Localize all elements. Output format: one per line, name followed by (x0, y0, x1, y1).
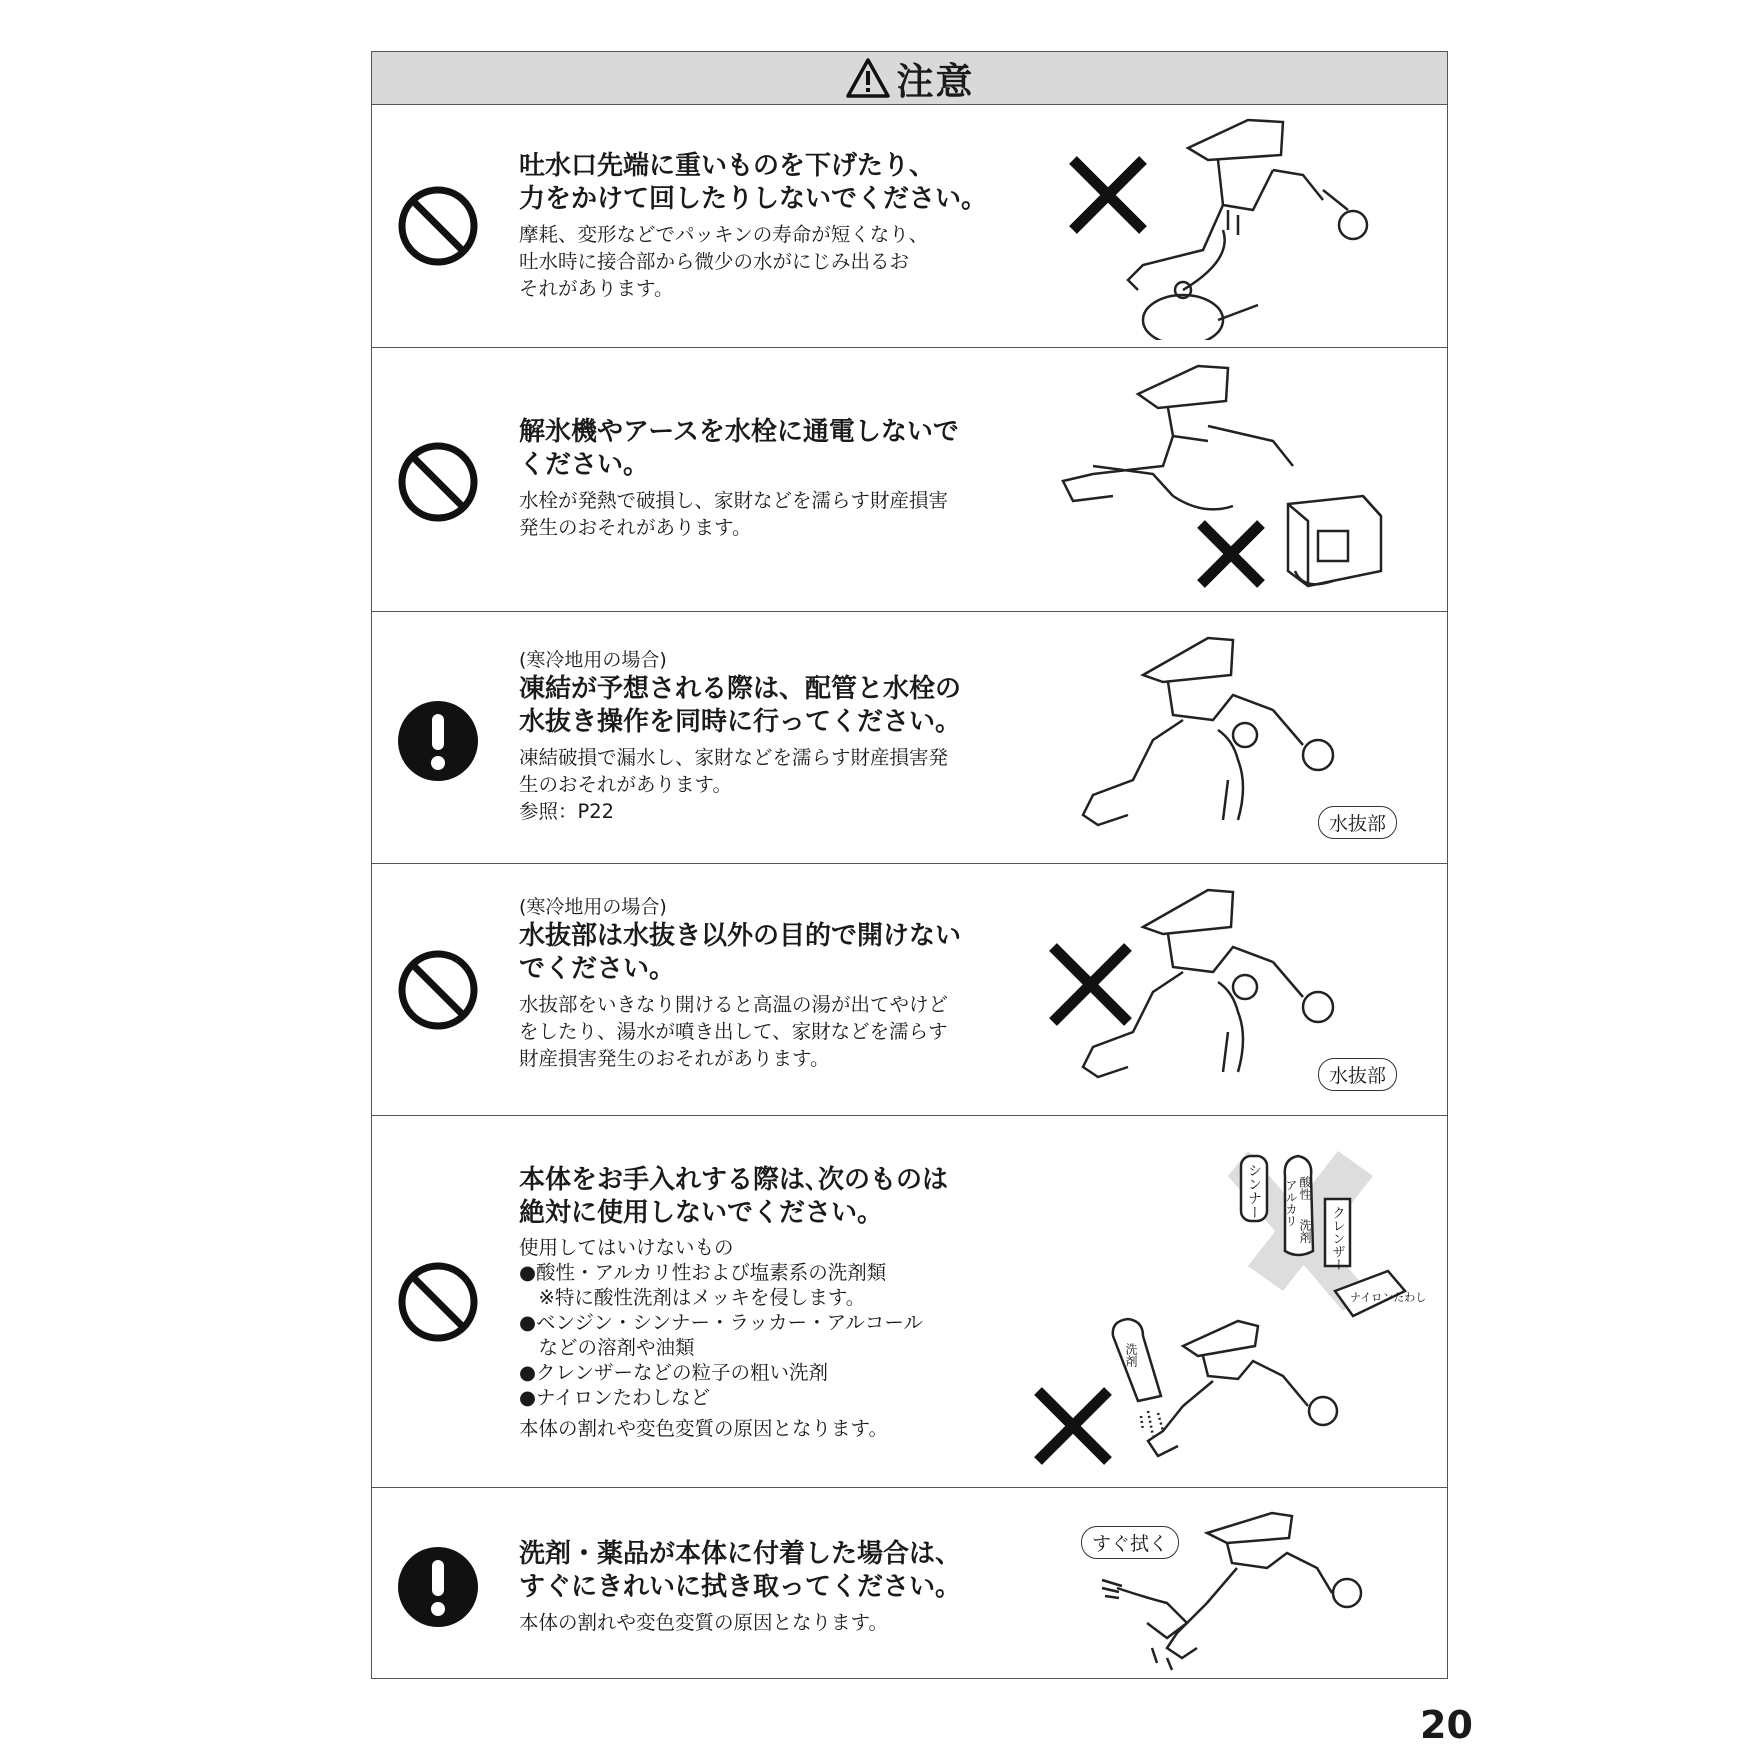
wipe-immediately-tag: すぐ拭く (1081, 1526, 1179, 1559)
caution-row-1 (372, 105, 1447, 348)
caution-text-6: 洗剤・薬品が本体に付着した場合は、 すぐにきれいに拭き取ってください。 本体の割れや変色変質の原因となります。 (519, 1539, 962, 1634)
svg-text:クレンザー: クレンザー (1329, 1206, 1345, 1271)
warning-triangle-icon (845, 57, 891, 99)
prohibition-icon (397, 949, 479, 1031)
deicer-faucet-illustration (1033, 356, 1433, 606)
cleaning-products-illustration (1013, 1131, 1433, 1481)
caution-frame (371, 51, 1448, 1679)
caution-text-5: 本体をお手入れする際は､次のものは 絶対に使用しないでください。 使用してはいけないもの ●酸性・アルカリ性および塩素系の洗剤類 ※特に酸性洗剤はメッキを侵します。 ●ベンジン・シンナー・ラッカー・アルコール などの溶剤や油類 ●クレンザーなどの粒子の粗い洗剤 ●ナイロンたわしなど 本体の割れや変色変質の原因となります。 (519, 1165, 949, 1440)
page-number: 20 (1420, 1703, 1473, 1747)
caution-row-3 (372, 612, 1447, 864)
caution-title: 注意 (896, 60, 975, 103)
caution-row-4 (372, 864, 1447, 1116)
svg-text:アルカリ: アルカリ (1284, 1179, 1298, 1227)
drain-part-tag: 水抜部 (1318, 806, 1397, 839)
prohibition-icon (397, 185, 479, 267)
caution-row-6 (372, 1488, 1447, 1681)
svg-text:酸性: 酸性 (1298, 1176, 1312, 1200)
faucet-kettle-illustration (1033, 110, 1433, 340)
prohibition-icon (397, 1261, 479, 1343)
caution-row-5 (372, 1116, 1447, 1488)
svg-text:シンナー: シンナー (1246, 1163, 1262, 1219)
svg-text:洗剤: 洗剤 (1298, 1219, 1312, 1243)
svg-text:ナイロンたわし: ナイロンたわし (1350, 1291, 1427, 1304)
caution-row-2 (372, 348, 1447, 612)
caution-header (372, 52, 1447, 105)
svg-text:洗剤: 洗剤 (1124, 1343, 1138, 1367)
caution-text-2: 解氷機やアースを水栓に通電しないで ください。 水栓が発熱で破損し、家財などを濡らす財産損害 発生のおそれがあります。 (519, 417, 959, 539)
prohibition-icon (397, 441, 479, 523)
mandatory-exclamation-icon (397, 700, 479, 782)
caution-text-4: (寒冷地用の場合) 水抜部は水抜き以外の目的で開けない でください。 水抜部をいきなり開けると高温の湯が出てやけど をしたり、湯水が噴き出して、家財などを濡らす 財産損害発生のおそれがあります。 (519, 896, 962, 1070)
caution-text-1: 吐水口先端に重いものを下げたり、 力をかけて回したりしないでください。 摩耗、変形などでパッキンの寿命が短くなり、 吐水時に接合部から微少の水がにじみ出るお それがあります。 (519, 151, 988, 300)
drain-part-tag: 水抜部 (1318, 1058, 1397, 1091)
caution-text-3: (寒冷地用の場合) 凍結が予想される際は、配管と水栓の 水抜き操作を同時に行ってください。 凍結破損で漏水し、家財などを濡らす財産損害発 生のおそれがあります。 参照：P22 (519, 649, 962, 823)
mandatory-exclamation-icon (397, 1546, 479, 1628)
